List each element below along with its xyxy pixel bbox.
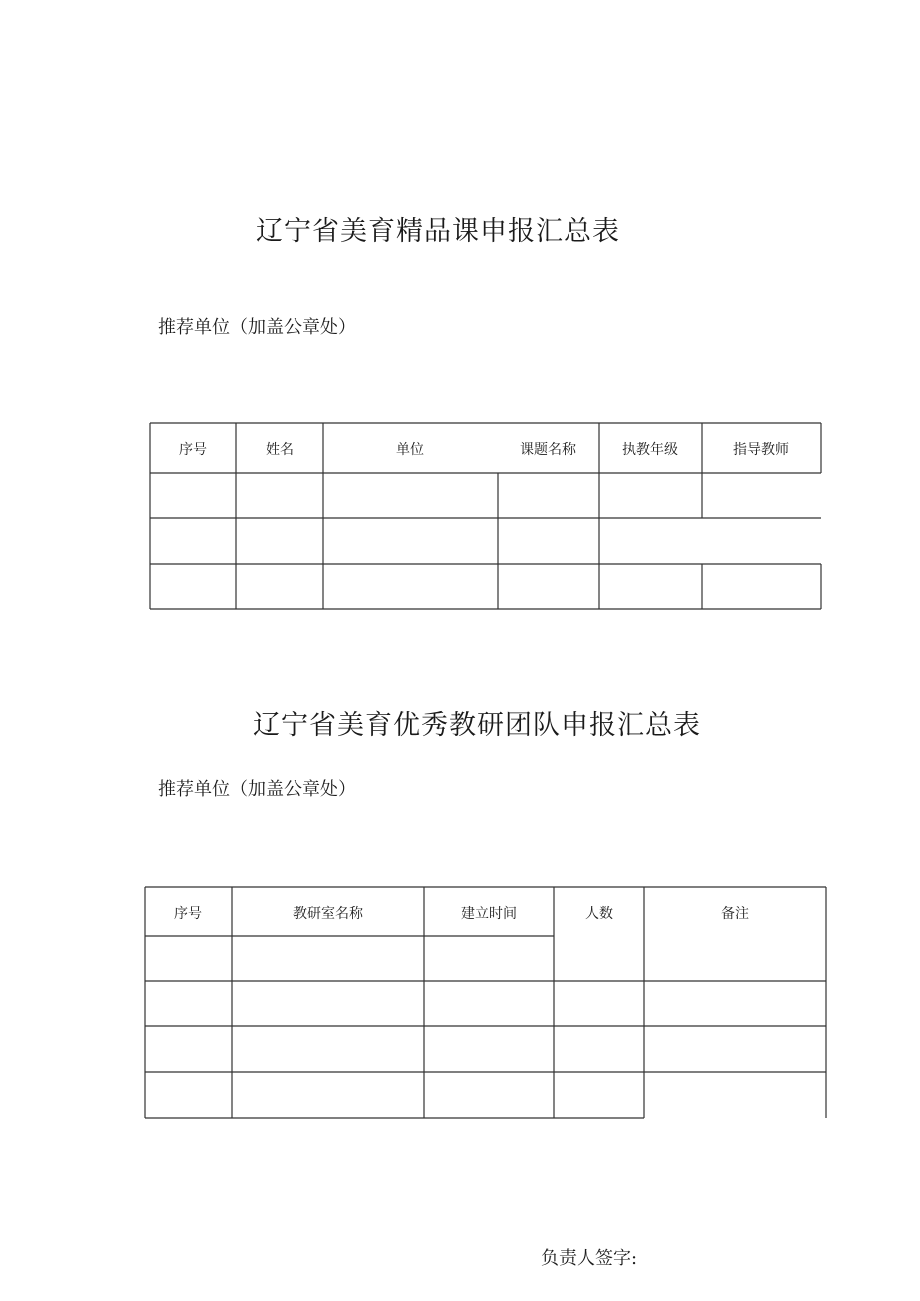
team-row-2-remarks-cell[interactable] xyxy=(645,982,825,1025)
team-header-founded: 建立时间 xyxy=(461,906,517,922)
team-row-2-office-cell[interactable] xyxy=(233,982,423,1025)
course-row-2-grade-teacher-cell[interactable] xyxy=(600,519,820,563)
team-row-1-index-cell[interactable] xyxy=(146,937,231,980)
team-row-4-founded-cell[interactable] xyxy=(425,1073,553,1117)
course-row-1-index-cell[interactable] xyxy=(151,474,235,517)
team-header-office-name: 教研室名称 xyxy=(293,906,363,922)
course-row-2-index-cell[interactable] xyxy=(151,519,235,563)
team-row-3-headcount-cell[interactable] xyxy=(555,1027,643,1071)
team-header-index: 序号 xyxy=(174,906,202,922)
course-form-title: 辽宁省美育精品课申报汇总表 xyxy=(256,216,620,247)
team-row-2-founded-cell[interactable] xyxy=(425,982,553,1025)
course-row-3-unit-cell[interactable] xyxy=(324,565,497,608)
course-row-1-topic-cell[interactable] xyxy=(499,474,598,517)
course-row-3-topic-cell[interactable] xyxy=(499,565,598,608)
course-header-topic: 课题名称 xyxy=(520,442,576,458)
team-row-2-headcount-cell[interactable] xyxy=(555,982,643,1025)
team-row-4-index-cell[interactable] xyxy=(146,1073,231,1117)
course-row-2-unit-cell[interactable] xyxy=(324,519,497,563)
course-header-grade: 执教年级 xyxy=(622,442,678,458)
team-row-3-remarks-cell[interactable] xyxy=(645,1027,825,1071)
course-form-unit-label: 推荐单位（加盖公章处） xyxy=(158,317,356,338)
team-form-title: 辽宁省美育优秀教研团队申报汇总表 xyxy=(253,710,701,741)
course-row-2-name-cell[interactable] xyxy=(237,519,322,563)
course-row-1-name-cell[interactable] xyxy=(237,474,322,517)
team-row-1-remarks-cell[interactable] xyxy=(645,930,825,980)
course-row-1-grade-cell[interactable] xyxy=(600,474,701,517)
signature-label: 负责人签字: xyxy=(541,1248,638,1269)
team-row-1-headcount-cell[interactable] xyxy=(555,930,643,980)
course-row-3-teacher-cell[interactable] xyxy=(703,565,820,608)
course-row-1-unit-cell[interactable] xyxy=(324,474,497,517)
course-row-3-name-cell[interactable] xyxy=(237,565,322,608)
team-row-4-headcount-cell[interactable] xyxy=(555,1073,643,1117)
team-row-4-office-cell[interactable] xyxy=(233,1073,423,1117)
course-header-name: 姓名 xyxy=(266,442,294,458)
course-header-index: 序号 xyxy=(179,442,207,458)
team-row-3-index-cell[interactable] xyxy=(146,1027,231,1071)
team-header-remarks: 备注 xyxy=(721,906,749,922)
course-row-3-index-cell[interactable] xyxy=(151,565,235,608)
team-row-1-founded-cell[interactable] xyxy=(425,937,553,980)
course-header-unit: 单位 xyxy=(396,442,424,458)
team-header-headcount: 人数 xyxy=(585,906,613,922)
team-form-unit-label: 推荐单位（加盖公章处） xyxy=(158,779,356,800)
team-row-3-founded-cell[interactable] xyxy=(425,1027,553,1071)
team-row-2-index-cell[interactable] xyxy=(146,982,231,1025)
team-row-1-office-cell[interactable] xyxy=(233,937,423,980)
course-row-2-topic-cell[interactable] xyxy=(499,519,598,563)
course-row-1-teacher-cell[interactable] xyxy=(703,474,820,517)
team-row-4-remarks-cell[interactable] xyxy=(645,1073,825,1117)
course-row-3-grade-cell[interactable] xyxy=(600,565,701,608)
team-row-3-office-cell[interactable] xyxy=(233,1027,423,1071)
course-header-teacher: 指导教师 xyxy=(733,442,789,458)
